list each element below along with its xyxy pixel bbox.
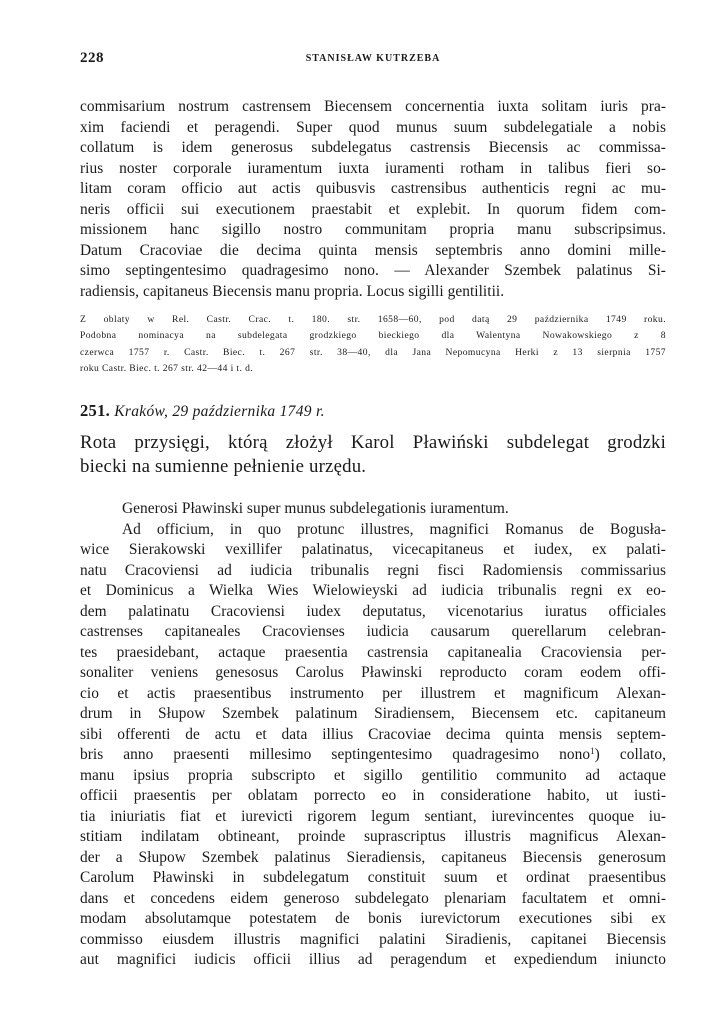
text-line: et Dominicus a Wielka Wies Wielowieyski ad iudicia tribunalis regni ex eo- — [80, 582, 666, 600]
footnote-paren: ) — [594, 746, 600, 764]
text-line: collatum is idem generosus subdelegatus castrensis Biecensis ac commissa- — [80, 139, 666, 156]
footnote-marker[interactable]: 1 — [590, 746, 595, 757]
text-line: manu ipsius propria subscripto et sigillo gentilitio communito ad actaque — [80, 766, 666, 784]
text-line: commisarium nostrum castrensem Biecensem concernentia iuxta solitam iuris pra- — [80, 98, 666, 115]
text-line: rius noster corporale iuramentum iuxta iuramenti rotham in talibus fieri so- — [80, 159, 666, 177]
text-line: cio et actis praesentibus instrumento per illustrem et magnificum Alexan- — [80, 684, 666, 702]
running-head: STANISŁAW KUTRZEBA — [305, 53, 441, 64]
text-line: commisso eiusdem illustris magnifici palatini Siradienis, capitanei Biecensis — [80, 930, 666, 948]
text-segment: collato, — [599, 746, 666, 764]
text-line: sibi offerenti de actu et data illius Cracoviae decima quinta mensis septem- — [80, 725, 666, 743]
text-line: tes praesidebant, actaque praesentia castrensia capitanealia Cracoviensia per- — [80, 643, 666, 661]
text-line: der a Słupow Szembek palatinus Sieradiensis, capitaneus Biecensis generosum — [80, 848, 666, 866]
text-line: aut magnifici iudicis officii illius ad peragendum et expediendum iniuncto — [80, 951, 666, 969]
title-line: biecki na sumienne pełnienie urzędu. — [80, 456, 367, 478]
paragraph-commission — [80, 97, 666, 302]
text-line: officii praesentis per oblatam porrecto eo in consideratione habito, ut iusti- — [80, 787, 666, 805]
text-line: neris officii sui executionem praestabit et explebit. In quorum fidem com- — [80, 200, 666, 218]
note-line: Z oblaty w Rel. Castr. Crac. t. 180. str. 1658—60, pod datą 29 października 1749 roku. — [80, 314, 666, 325]
text-line: dans et concedens eidem generoso subdelegato plenariam facultatem et omni- — [80, 889, 666, 907]
text-line: modam absolutamque potestatem de bonis iurevictorum executiones sibi ex — [80, 910, 666, 928]
text-line: drum in Słupow Szembek palatinum Siradiensem, Biecensem etc. capitaneum — [80, 705, 666, 723]
text-line: litam coram officio aut actis quibusvis castrensibus authenticis regni ac mu- — [80, 180, 666, 197]
text-line: missionem hanc sigillo nostro communitam propria manu subscripsimus. — [80, 221, 666, 238]
book-page — [80, 50, 666, 971]
text-line: castrenses capitaneales Cracovienses iudicia causarum querellarum celebran- — [80, 623, 666, 641]
text-line: Carolum Pławinski in subdelegatum constituit suum et ordinat praesentibus — [80, 869, 666, 887]
document-place-date: Kraków, 29 października 1749 r. — [114, 403, 325, 421]
note-line: roku Castr. Biec. t. 267 str. 42—44 i t. d. — [80, 362, 254, 374]
document-title — [80, 431, 666, 479]
text-line: stitiam indilatam obtineant, proinde suprascriptus illustris magnificus Alexan- — [80, 828, 666, 846]
source-note — [80, 312, 666, 377]
text-line: sonaliter veniens genesosus Carolus Pławinski reproducto coram eodem offi- — [80, 664, 666, 682]
text-line-with-footnote — [80, 745, 666, 766]
document-heading — [80, 401, 666, 421]
page-header — [80, 50, 666, 70]
text-line: tia iniuriatis fiat et iurevicti rigorem legum sentiant, iurevincentes quoque iu- — [80, 807, 666, 825]
title-line: Rota przysięgi, którą złożył Karol Pławiński subdelegat grodzki — [80, 432, 666, 454]
paragraph-heading-line — [80, 499, 666, 520]
text-segment: bris anno praesenti millesimo septingentesimo quadragesimo nono — [80, 746, 591, 764]
note-line: Podobna nominacya na subdelegata grodzkiego bieckiego dla Walentyna Nowakowskiego z 8 — [80, 330, 666, 342]
text-line: simo septingentesimo quadragesimo nono. — Alexander Szembek palatinus Si- — [80, 262, 666, 279]
text-line: Ad officium, in quo protunc illustres, magnifici Romanus de Bogusła- — [122, 520, 666, 538]
text-line: natu Cracoviensi ad iudicia tribunalis regni fisci Radomiensis commissarius — [80, 561, 666, 579]
text-line: dem palatinatu Cracoviensi iudex deputatus, vicenotarius iuratus officiales — [80, 602, 666, 620]
text-line: wice Sierakowski vexillifer palatinatus, vicecapitaneus et iudex, ex palati- — [80, 541, 666, 559]
paragraph-oath — [80, 520, 666, 971]
text-line: xim faciendi et peragendi. Super quod munus suum subdelegatiale a nobis — [80, 118, 666, 136]
note-line: czerwca 1757 r. Castr. Biec. t. 267 str. 38—40, dla Jana Nepomucyna Herki z 13 sierpnia 1757 — [80, 346, 666, 358]
text-line: Generosi Pławinski super munus subdelegationis iuramentum. — [122, 500, 509, 518]
text-line: radiensis, capitaneus Biecensis manu propria. Locus sigilli gentilitii. — [80, 282, 505, 300]
document-number: 251. — [80, 401, 111, 421]
text-line: Datum Cracoviae die decima quinta mensis septembris anno domini mille- — [80, 241, 666, 259]
page-number: 228 — [80, 50, 104, 66]
